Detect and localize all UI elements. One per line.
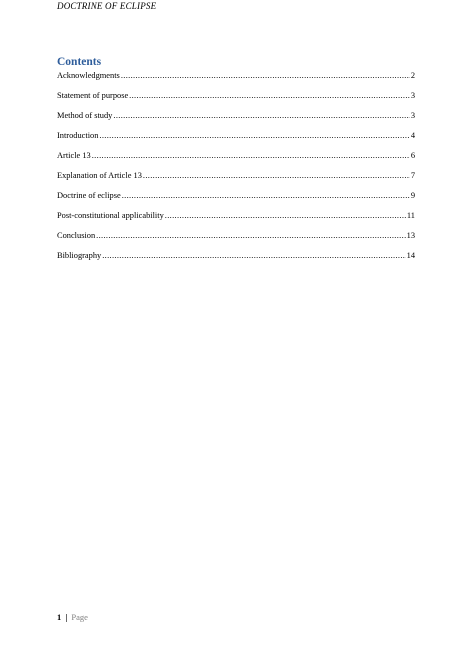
toc-entry-label: Post-constitutional applicability xyxy=(57,211,164,220)
toc-entry-label: Method of study xyxy=(57,111,113,120)
toc-heading: Contents xyxy=(57,56,102,68)
toc-entry-page: 11 xyxy=(406,211,415,220)
toc-entry-page: 6 xyxy=(410,151,415,160)
toc-leader-dots xyxy=(96,230,405,242)
toc-entry-doctrine-of-eclipse[interactable] xyxy=(57,190,415,210)
toc-leader-dots xyxy=(92,150,410,162)
toc-entry-page: 14 xyxy=(406,251,415,260)
page-footer xyxy=(57,612,88,622)
toc-entry-introduction[interactable] xyxy=(57,130,415,150)
toc-entry-page: 2 xyxy=(410,71,415,80)
toc-entry-statement-of-purpose[interactable] xyxy=(57,90,415,110)
toc-leader-dots xyxy=(113,110,409,122)
toc-entry-bibliography[interactable] xyxy=(57,250,415,270)
toc-entry-label: Conclusion xyxy=(57,231,96,240)
toc-entry-explanation-of-article-13[interactable] xyxy=(57,170,415,190)
toc-leader-dots xyxy=(129,90,410,102)
toc-entry-label: Explanation of Article 13 xyxy=(57,171,142,180)
toc-entry-article-13[interactable] xyxy=(57,150,415,170)
toc-entry-acknowledgments[interactable] xyxy=(57,70,415,90)
toc-entry-page: 4 xyxy=(410,131,415,140)
toc-entry-label: Article 13 xyxy=(57,151,91,160)
table-of-contents xyxy=(57,70,415,270)
toc-entry-method-of-study[interactable] xyxy=(57,110,415,130)
toc-leader-dots xyxy=(121,70,410,82)
toc-entry-page: 7 xyxy=(410,171,415,180)
toc-entry-conclusion[interactable] xyxy=(57,230,415,250)
toc-entry-page: 13 xyxy=(406,231,415,240)
toc-entry-post-constitutional-applicability[interactable] xyxy=(57,210,415,230)
toc-entry-page: 3 xyxy=(410,111,415,120)
footer-separator: | xyxy=(65,612,68,622)
running-header: DOCTRINE OF ECLIPSE xyxy=(57,1,157,11)
toc-entry-label: Doctrine of eclipse xyxy=(57,191,121,200)
toc-entry-page: 3 xyxy=(410,91,415,100)
toc-entry-label: Bibliography xyxy=(57,251,102,260)
toc-entry-page: 9 xyxy=(410,191,415,200)
toc-leader-dots xyxy=(102,250,405,262)
toc-entry-label: Introduction xyxy=(57,131,99,140)
toc-entry-label: Acknowledgments xyxy=(57,71,120,80)
toc-leader-dots xyxy=(143,170,410,182)
toc-leader-dots xyxy=(165,210,406,222)
toc-entry-label: Statement of purpose xyxy=(57,91,129,100)
toc-leader-dots xyxy=(122,190,410,202)
toc-leader-dots xyxy=(99,130,409,142)
footer-page-word: Page xyxy=(71,612,88,622)
footer-page-number: 1 xyxy=(57,612,62,622)
